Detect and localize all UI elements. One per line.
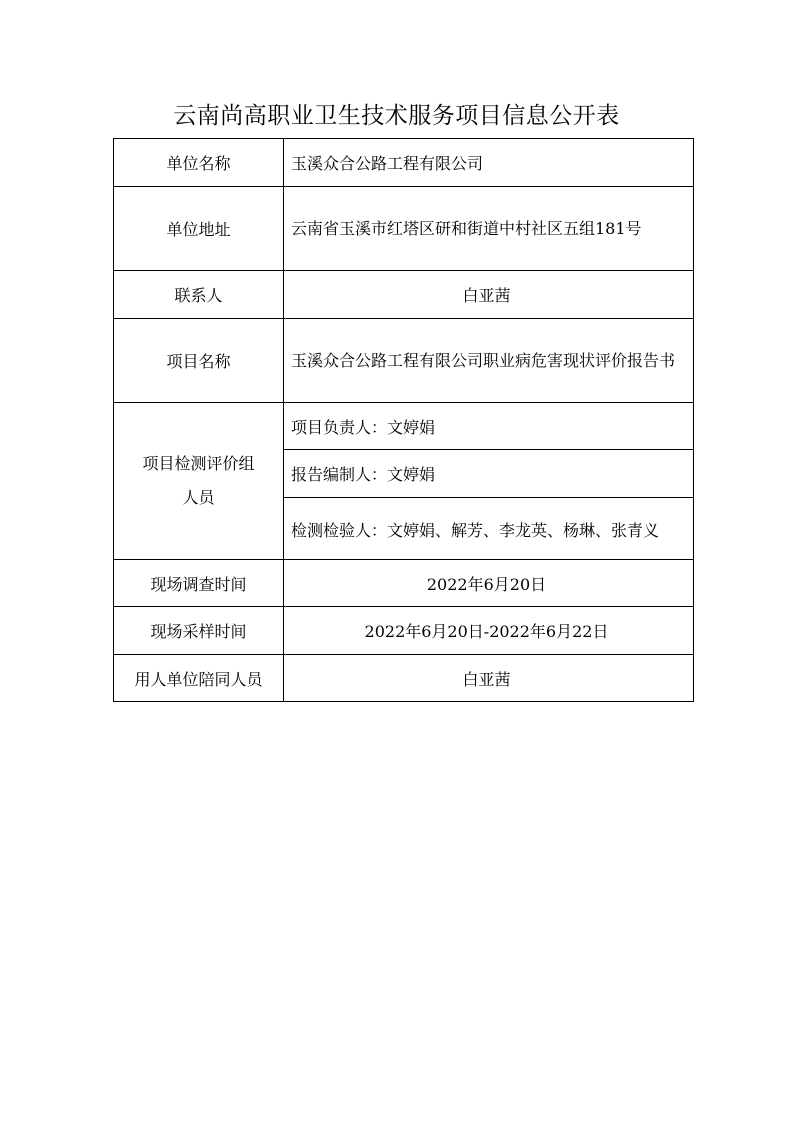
contact-value: 白亚茜	[284, 271, 694, 319]
contact-label: 联系人	[114, 271, 284, 319]
row-sampling-time	[114, 607, 694, 655]
unit-name-label: 单位名称	[114, 139, 284, 187]
unit-name-value: 玉溪众合公路工程有限公司	[284, 139, 694, 187]
team-leader: 项目负责人：文婷娟	[284, 403, 694, 450]
sampling-time-label: 现场采样时间	[114, 607, 284, 655]
survey-time-label: 现场调查时间	[114, 560, 284, 607]
row-unit-name	[114, 139, 694, 187]
team-label: 项目检测评价组人员	[142, 454, 255, 507]
team-inspectors: 检测检验人：文婷娟、解芳、李龙英、杨琳、张青义	[284, 498, 694, 560]
unit-address-label: 单位地址	[114, 187, 284, 271]
unit-address-value: 云南省玉溪市红塔区研和街道中村社区五组181号	[284, 187, 694, 271]
row-unit-address	[114, 187, 694, 271]
escort-label: 用人单位陪同人员	[114, 655, 284, 702]
escort-value: 白亚茜	[284, 655, 694, 702]
row-escort	[114, 655, 694, 702]
row-contact	[114, 271, 694, 319]
row-team-leader	[114, 403, 694, 450]
row-survey-time	[114, 560, 694, 607]
sampling-time-value: 2022年6月20日-2022年6月22日	[284, 607, 694, 655]
survey-time-value: 2022年6月20日	[284, 560, 694, 607]
document-title: 云南尚高职业卫生技术服务项目信息公开表	[173, 103, 620, 129]
team-report-writer: 报告编制人：文婷娟	[284, 450, 694, 498]
info-table	[113, 138, 694, 702]
project-name-value: 玉溪众合公路工程有限公司职业病危害现状评价报告书	[284, 319, 694, 403]
row-project-name	[114, 319, 694, 403]
team-label-cell	[114, 403, 284, 560]
project-name-label: 项目名称	[114, 319, 284, 403]
